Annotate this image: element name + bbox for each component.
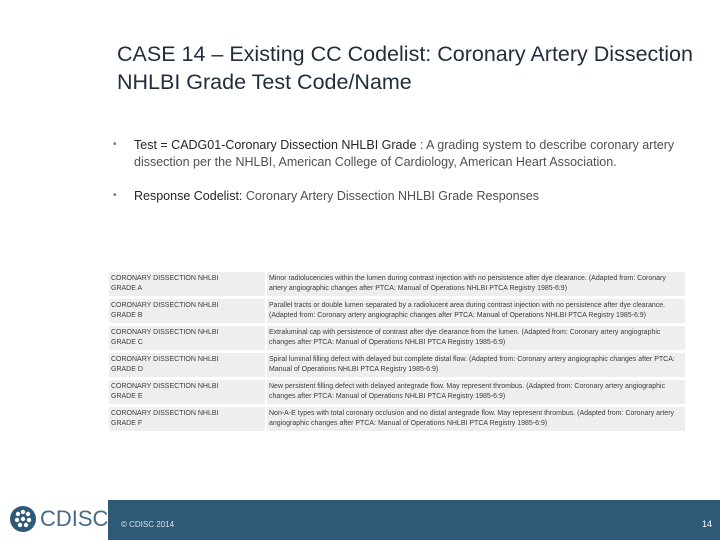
bullet-test-lead: Test = CADG01-Coronary Dissection NHLBI Grade	[134, 138, 417, 152]
bullet-marker: •	[113, 139, 117, 150]
definition-cell: Parallel tracts or double lumen separated by a radiolucent area during contrast injection with no persistence after dye clearance. (Adapted from: Coronary artery angiographic changes after PTCA: Manual of Operations NHLBI PTCA Registry 1985-6:9)	[267, 299, 685, 323]
term-cell: CORONARY DISSECTION NHLBI GRADE C	[109, 326, 221, 350]
bullet-test-text: : A grading system to describe coronary artery dissection per the NHLBI, American College of Cardiology, American Heart Association.	[134, 138, 675, 169]
slide-title: CASE 14 – Existing CC Codelist: Coronary Artery Dissection NHLBI Grade Test Code/Name	[117, 42, 693, 94]
bullet-list	[113, 137, 693, 205]
term-cell: CORONARY DISSECTION NHLBI GRADE B	[109, 299, 221, 323]
bullet-response-codelist	[113, 188, 693, 205]
table-row	[109, 380, 685, 404]
bullet-marker: •	[113, 190, 117, 201]
logo-wordmark: CDISC	[40, 506, 109, 531]
definition-cell: Spiral luminal filling defect with delayed but complete distal flow. (Adapted from: Coronary artery angiographic changes after PTCA: Manual of Operations NHLBI PTCA Registry 1985-6:9)	[267, 353, 685, 377]
definition-cell: Non-A-E types with total coronary occlusion and no distal antegrade flow. May represent thrombus. (Adapted from: Coronary artery angiographic changes after PTCA: Manual of Operations NHLBI PTCA Registry 1985-6:9)	[267, 407, 685, 431]
table-row	[109, 299, 685, 323]
term-cell: CORONARY DISSECTION NHLBI GRADE D	[109, 353, 221, 377]
term-cell: CORONARY DISSECTION NHLBI GRADE E	[109, 380, 221, 404]
spacer-cell	[221, 380, 265, 404]
term-cell: CORONARY DISSECTION NHLBI GRADE F	[109, 407, 221, 431]
definition-cell: Minor radiolucencies within the lumen during contrast injection with no persistence after dye clearance. (Adapted from: Coronary artery angiographic changes after PTCA: Manual of Operations NHLBI PTCA Registry 1985-6:9)	[267, 272, 685, 296]
bullet-test	[113, 137, 693, 170]
spacer-cell	[221, 326, 265, 350]
spacer-cell	[221, 353, 265, 377]
page-number: 14	[701, 519, 712, 529]
copyright-text: © CDISC 2014	[121, 520, 175, 529]
term-cell: CORONARY DISSECTION NHLBI GRADE A	[109, 272, 221, 296]
bullet-response-lead: Response Codelist:	[134, 189, 243, 203]
definition-cell: New persistent filling defect with delayed antegrade flow. May represent thrombus. (Adapted from: Coronary artery angiographic changes after PTCA: Manual of Operations NHLBI PTCA Registry 1985-6:9)	[267, 380, 685, 404]
codelist-table	[109, 269, 685, 434]
table-row	[109, 272, 685, 296]
bullet-response-text: Coronary Artery Dissection NHLBI Grade Responses	[242, 189, 540, 203]
spacer-cell	[221, 407, 265, 431]
footer-bar	[108, 500, 720, 540]
spacer-cell	[221, 299, 265, 323]
definition-cell: Extraluminal cap with persistence of contrast after dye clearance from the lumen. (Adapted from: Coronary artery angiographic changes after PTCA: Manual of Operations NHLBI PTCA Registry 1985-6:9)	[267, 326, 685, 350]
spacer-cell	[221, 272, 265, 296]
table-row	[109, 407, 685, 431]
table-row	[109, 326, 685, 350]
table-row	[109, 353, 685, 377]
